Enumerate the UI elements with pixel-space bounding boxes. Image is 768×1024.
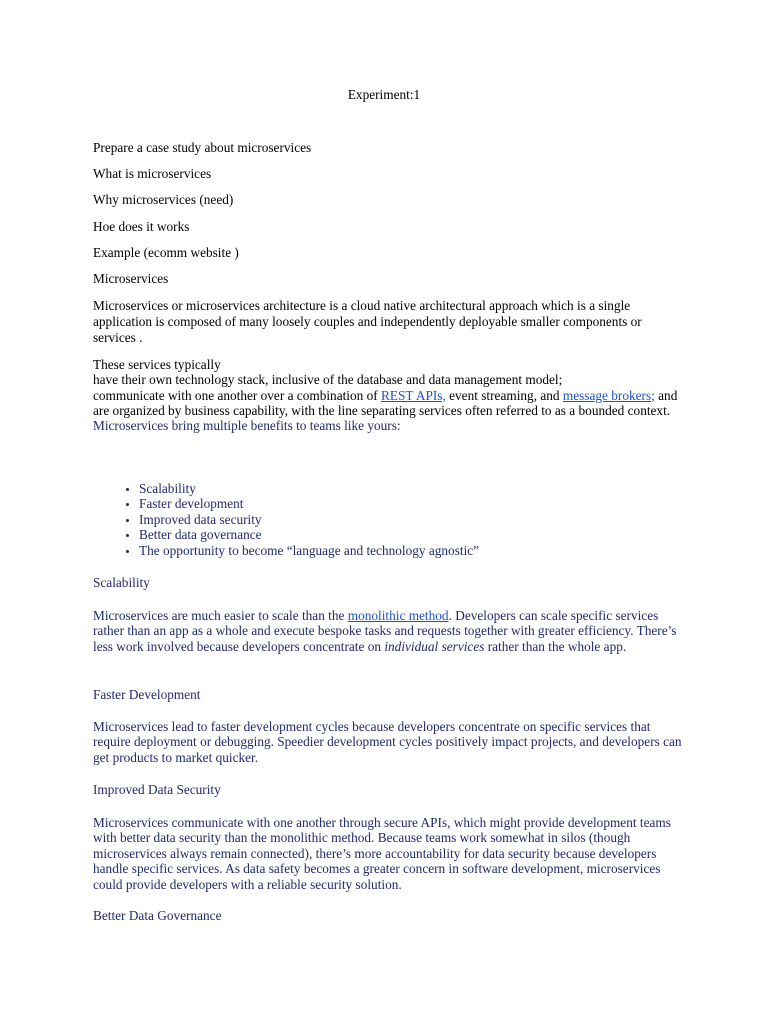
intro-line: Hoe does it works [93,219,190,234]
intro-line: Prepare a case study about microservices [93,140,312,155]
list-item: • Scalability [139,481,729,496]
intro-line: Why microservices (need) [93,192,234,207]
typically-line-1: have their own technology stack, inclusive of the database and data management model; [93,372,563,388]
scalability-text: Microservices are much easier to scale than the [93,608,348,623]
list-item: • Better data governance [139,527,729,542]
list-item: • Improved data security [139,512,729,527]
typically-text: event streaming, and [445,387,563,403]
intro-line: What is microservices [93,166,212,181]
typically-line-3: are organized by business capability, with the line separating services often referred to as a bounded context. [93,402,671,418]
page-title: Experiment:1 [347,87,421,102]
section-heading-scalability: Scalability [93,575,150,590]
typically-line-2 [93,388,683,403]
typically-block [93,357,683,433]
typically-text: and [654,387,678,403]
list-item: • The opportunity to become “language and technology agnostic” [139,543,729,558]
faster-development-paragraph: Microservices lead to faster development cycles because developers concentrate on specific services that require deployment or debugging. Speedier development cycles positively impact projects, and developers can get products to market quicker. [93,719,682,765]
benefits-lead: Microservices bring multiple benefits to teams like yours: [93,418,401,434]
section-heading-microservices: Microservices [93,271,169,286]
data-security-paragraph: Microservices communicate with one another through secure APIs, which might provide development teams with better data security than the monolithic method. Because teams work somewhat in silos (though microservices always remain connected), there’s more accountability for data security because developers handle specific services. As data safety becomes a greater concern in software development, microservices could provide developers with a reliable security solution. [93,815,671,892]
section-heading-better-data-governance: Better Data Governance [93,908,222,923]
typically-lead: These services typically [93,357,221,372]
scalability-italic: individual services [384,638,485,654]
definition-paragraph: Microservices or microservices architecture is a cloud native architectural approach which is a single application is composed of many loosely couples and independently deployable smaller components or services . [93,298,642,345]
monolithic-method-link[interactable]: monolithic method [347,608,449,623]
section-heading-improved-data-security: Improved Data Security [93,782,221,797]
scalability-text: . Developers can scale specific services rather than an app as a whole and execute bespoke tasks and requests together with greater efficiency. There’s less work involved because developers concentrate on [93,608,677,654]
rest-apis-link[interactable]: REST APIs, [381,387,446,403]
list-item: • Faster development [139,496,729,511]
message-brokers-link[interactable]: message brokers; [562,387,655,403]
section-heading-faster-development: Faster Development [93,687,201,702]
benefits-list [93,481,729,558]
scalability-paragraph [93,608,683,654]
intro-line: Example (ecomm website ) [93,245,239,260]
scalability-text: rather than the whole app. [484,638,627,654]
typically-text: communicate with one another over a combination of [93,387,382,403]
